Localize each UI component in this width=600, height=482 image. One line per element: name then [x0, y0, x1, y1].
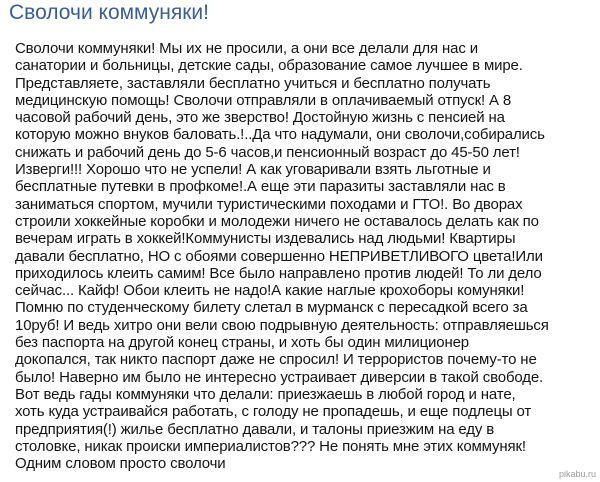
text-line: давали бесплатно, НО с обоями совершенно НЕПРИВЕТЛИВОГО цвета!Или — [15, 247, 543, 265]
text-line: приходилось клеить самим! Все было направлено против людей! То ли дело — [15, 264, 542, 282]
text-line: часовой рабочий день, это же зверство! Достойную жизнь с пенсией на — [15, 109, 505, 127]
text-line: заниматься спортом, мучили туристическими походами и ГТО!. Во дворах — [15, 195, 523, 213]
text-line: Помню по студенческому билету слетал в мурманск с пересадкой всего за — [15, 299, 528, 317]
text-line: строили хоккейные коробки и молодежи ничего не оставалось делать как по — [15, 212, 539, 230]
text-line: снижать и рабочий день до 5-6 часов,и пенсионный возраст до 45-50 лет! — [15, 143, 520, 161]
text-line: докопался, так никто паспорт даже не спросил! И террористов почему-то не — [15, 351, 537, 369]
text-line: бесплатные путевки в профкоме!.А еще эти паразиты заставляли нас в — [15, 178, 506, 196]
article-text — [15, 40, 595, 472]
text-line: хоть куда устраивайся работать, с голоду не пропадешь, и еще подлецы от — [15, 403, 532, 421]
text-line: было! Наверно им было не интересно устраивает диверсии в такой свободе. — [15, 368, 544, 386]
watermark: pikabu.ru — [558, 469, 596, 479]
text-line: Одним словом просто сволочи — [15, 455, 226, 473]
text-line: Изверги!!! Хорошо что не успели! А как уговаривали взять льготные и — [15, 161, 491, 179]
text-line: сейчас... Кайф! Обои клеить не надо!А какие наглые крохоборы комуняки! — [15, 282, 525, 300]
text-line: Представляете, заставляли бесплатно учиться и бесплатно получать — [15, 74, 491, 92]
text-line: санатории и больницы, детские сады, образование самое лучшее в мире. — [15, 57, 523, 75]
page-title: Сволочи коммуняки! — [9, 1, 209, 24]
text-line: медицинскую помощь! Сволочи отправляли в оплачиваемый отпуск! А 8 — [15, 91, 512, 109]
text-line: без паспорта на другой конец страны, и хоть бы один милиционер — [15, 334, 469, 352]
text-line: Сволочи коммуняки! Мы их не просили, а они все делали для нас и — [15, 40, 478, 57]
text-line: Вот ведь гады коммуняки что делали: приезжаешь в любой город и нате, — [15, 385, 516, 403]
text-line: столовке, никак происки империалистов??? Не понять мне этих коммуняк! — [15, 437, 526, 455]
text-line: которую можно внуков баловать.!..Да что надумали, они сволочи,собирались — [15, 126, 545, 144]
text-line: 10руб! И ведь хитро они вели свою подрывную деятельность: отправляешься — [15, 316, 549, 334]
text-line: предприятия(!) жилье бесплатно давали, и талоны приезжим на еду в — [15, 420, 495, 438]
text-line: вечерам играть в хоккей!Коммунисты издевались над людьми! Квартиры — [15, 230, 516, 248]
